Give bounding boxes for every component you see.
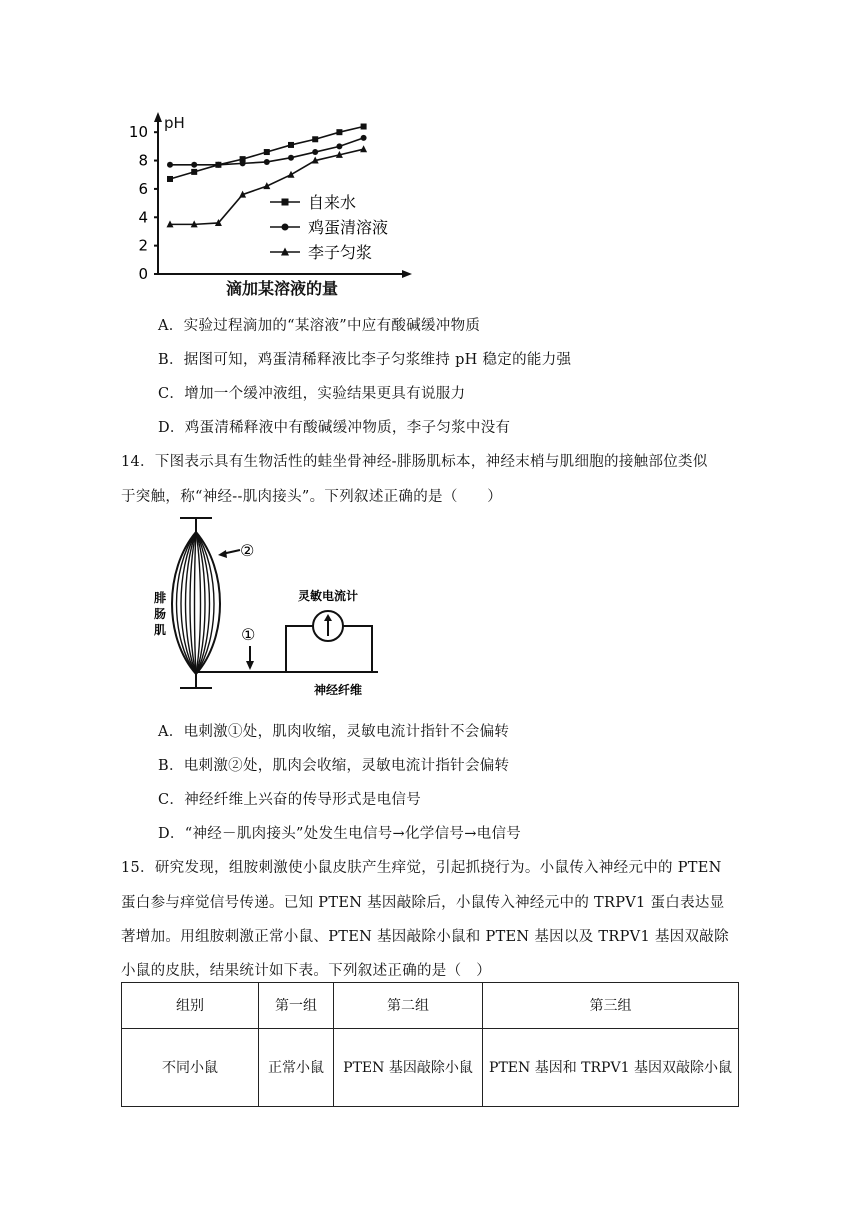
chart-legend [270,193,388,262]
data-point [336,129,342,135]
table-row [122,1029,739,1107]
table-cell: PTEN 基因敲除小鼠 [334,1029,483,1107]
q14-stem-line-1: 14．下图表示具有生物活性的蛙坐骨神经-腓肠肌标本，神经末梢与肌细胞的接触部位类似 [121,454,708,470]
data-point [264,159,270,165]
y-tick-label: 10 [128,123,148,142]
muscle-drawing [172,518,220,688]
legend-label: 自来水 [308,193,357,212]
muscle-label-char-3: 肌 [154,623,167,637]
q14-option-c: C．神经纤维上兴奋的传导形式是电信号 [158,792,421,808]
data-point [191,162,197,168]
y-tick-label: 0 [138,265,148,283]
data-point [167,162,173,168]
q13-option-b: B．据图可知，鸡蛋清稀释液比李子匀浆维持 pH 稳定的能力强 [158,352,572,368]
data-point [191,169,197,175]
muscle-label-char-1: 腓 [154,591,167,605]
q14-option-a: A．电刺激①处，肌肉收缩，灵敏电流计指针不会偏转 [158,724,510,740]
table-header-cell: 第一组 [259,983,334,1029]
data-point [167,176,173,182]
results-table [121,982,739,1107]
q14-option-d: D．“神经－肌肉接头”处发生电信号→化学信号→电信号 [158,826,522,842]
legend-marker [282,199,289,206]
nerve-muscle-diagram [150,510,390,700]
marker-1-arrow [246,646,254,670]
data-point [336,143,342,149]
nerve-fiber-label: 神经纤维 [313,683,363,697]
data-point [288,142,294,148]
y-tick-label: 2 [138,236,148,255]
data-point [361,135,367,141]
q14-option-b: B．电刺激②处，肌肉会收缩，灵敏电流计指针会偏转 [158,758,510,774]
q14-stem-line-2: 于突触，称“神经--肌肉接头”。下列叙述正确的是（ ） [121,489,503,505]
data-point [215,162,221,168]
y-tick-label: 8 [138,151,148,170]
x-axis-label: 滴加某溶液的量 [225,279,339,298]
y-tick-labels [129,123,158,283]
data-point [312,149,318,155]
data-point [312,136,318,142]
legend-label: 鸡蛋清溶液 [308,218,389,237]
table-header-cell: 第三组 [483,983,739,1029]
galvanometer-label: 灵敏电流计 [297,589,359,603]
q15-stem-line-4: 小鼠的皮肤，结果统计如下表。下列叙述正确的是（ ） [121,963,491,979]
q13-option-c: C．增加一个缓冲液组，实验结果更具有说服力 [158,386,466,402]
y-tick-label: 6 [138,179,148,198]
y-axis-label: pH [164,114,185,132]
table-header-row [122,983,739,1029]
q13-option-d: D．鸡蛋清稀释液中有酸碱缓冲物质，李子匀浆中没有 [158,420,511,436]
series-3 [167,145,368,227]
y-tick-label: 4 [138,208,148,227]
table-header-cell: 第二组 [334,983,483,1029]
table-cell: 正常小鼠 [259,1029,334,1107]
data-point [288,171,295,178]
q15-stem-line-2: 蛋白参与痒觉信号传递。已知 PTEN 基因敲除后，小鼠传入神经元中的 TRPV1 蛋白表达显 [121,895,725,911]
legend-label: 李子匀浆 [308,243,373,262]
q15-stem-line-3: 著增加。用组胺刺激正常小鼠、PTEN 基因敲除小鼠和 PTEN 基因以及 TRPV1 基因双敲除 [121,929,729,945]
series-1 [167,124,367,182]
data-point [288,155,294,161]
legend-marker [282,224,289,231]
q13-option-a: A．实验过程滴加的“某溶液”中应有酸碱缓冲物质 [158,318,481,334]
table-cell-row-label: 不同小鼠 [122,1029,259,1107]
q15-stem-line-1: 15．研究发现，组胺刺激使小鼠皮肤产生痒觉，引起抓挠行为。小鼠传入神经元中的 PTEN [121,860,722,876]
marker-2-label: ② [240,541,255,560]
marker-1-label: ① [241,625,256,644]
table-cell: PTEN 基因和 TRPV1 基因双敲除小鼠 [483,1029,739,1107]
marker-2-arrow [218,550,240,558]
data-point [240,160,246,166]
data-point [264,149,270,155]
muscle-label-char-2: 肠 [154,607,167,621]
data-point [361,124,367,130]
ph-line-chart [120,108,440,304]
table-header-cell: 组别 [122,983,259,1029]
data-point [360,145,367,152]
